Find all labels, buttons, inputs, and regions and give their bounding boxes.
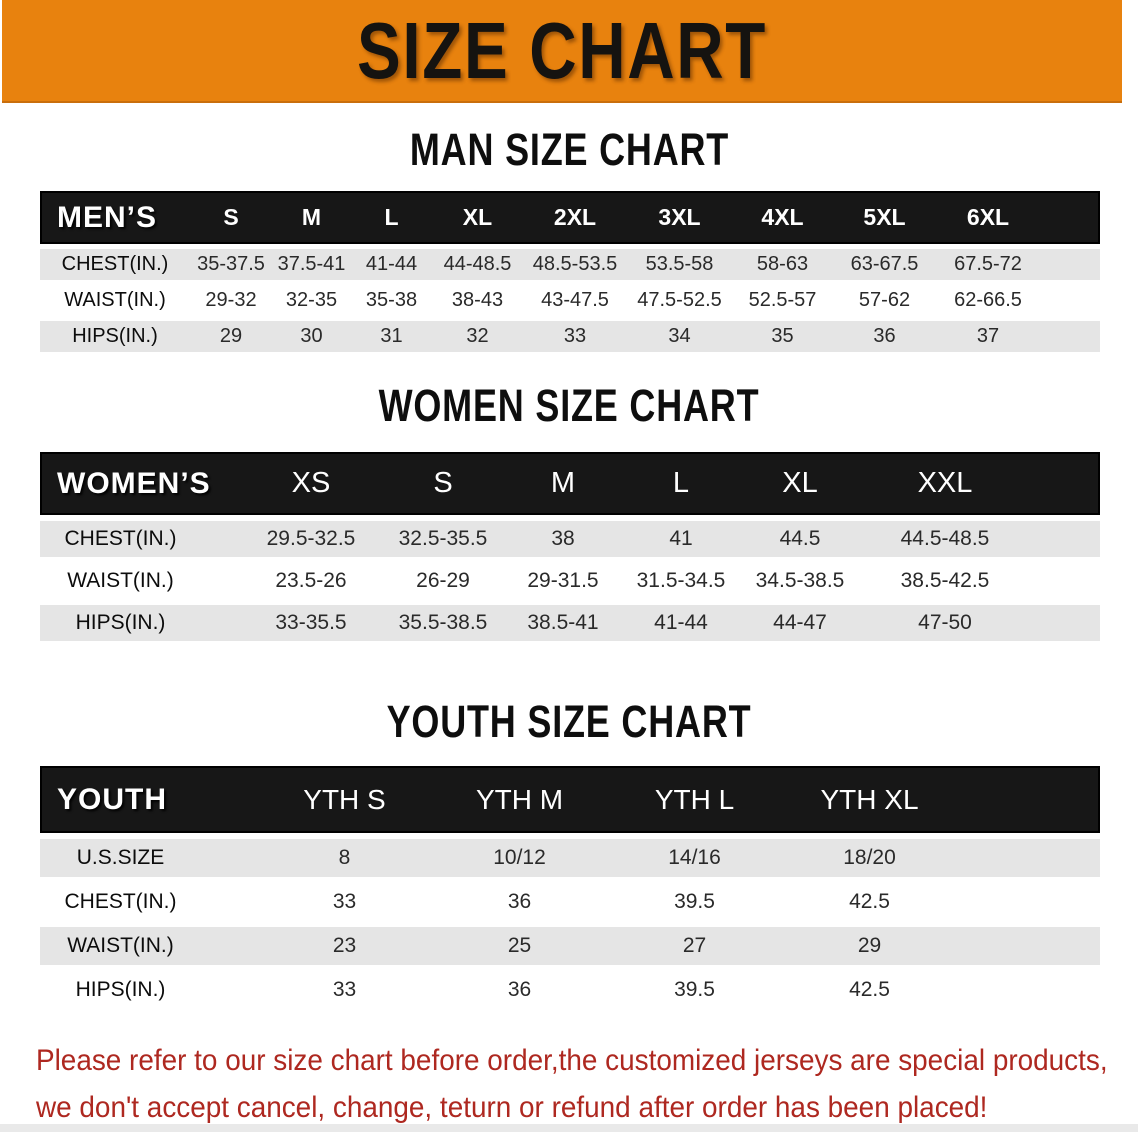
size-header-row (40, 452, 1100, 515)
size-value: 27 (607, 927, 782, 965)
size-column-header: 6XL (936, 191, 1040, 244)
size-value: 33 (332, 890, 357, 913)
row-label: HIPS(IN.) (75, 978, 166, 1001)
size-column-header: XL (432, 191, 523, 244)
row-label: CHEST(IN.) (64, 890, 177, 913)
row-label: WAIST(IN.) (67, 569, 174, 592)
size-column-header: 3XL (627, 191, 732, 244)
size-value: 48.5-53.5 (523, 249, 627, 280)
size-value: 67.5-72 (936, 249, 1040, 280)
size-value: 34 (627, 321, 732, 352)
size-value: 23 (257, 927, 432, 965)
youth-size-table (40, 760, 1100, 1015)
size-value: 35 (732, 321, 833, 352)
banner-title: SIZE CHART (357, 5, 767, 95)
size-value: 35-37.5 (190, 249, 272, 280)
disclaimer-line-1: Please refer to our size chart before order,the customized jerseys are special products, (36, 1044, 1108, 1077)
size-column-header: L (622, 452, 740, 515)
size-value: 18/20 (782, 839, 957, 877)
banner (2, 0, 1122, 103)
size-value: 42.5 (849, 890, 890, 913)
disclaimer (36, 1037, 1108, 1131)
table-row (40, 971, 1100, 1009)
filler-cell (1030, 563, 1100, 599)
filler-cell (1040, 191, 1100, 244)
size-column-header: S (190, 191, 272, 244)
filler-cell (957, 883, 1100, 921)
size-value: 35-38 (365, 289, 418, 311)
size-column-header: S (382, 452, 504, 515)
row-label: U.S.SIZE (40, 839, 257, 877)
row-label: WAIST(IN.) (40, 927, 257, 965)
size-value: 29-31.5 (527, 569, 599, 592)
size-value: 29-32 (205, 289, 257, 311)
size-value: 32-35 (285, 289, 338, 311)
size-value: 41 (622, 521, 740, 557)
size-column-header: XL (740, 452, 860, 515)
size-value: 62-66.5 (954, 289, 1022, 311)
size-value: 36 (507, 890, 532, 913)
size-value: 29.5-32.5 (240, 521, 382, 557)
filler-cell (1040, 249, 1100, 280)
size-value: 63-67.5 (833, 249, 936, 280)
women-section-heading (0, 378, 1138, 434)
youth-section-heading (0, 694, 1138, 750)
size-value: 35.5-38.5 (382, 605, 504, 641)
size-value: 31 (351, 321, 432, 352)
size-value: 36 (833, 321, 936, 352)
size-value: 31.5-34.5 (636, 569, 726, 592)
men-section-heading (0, 122, 1138, 178)
size-column-header: M (504, 452, 622, 515)
row-label: CHEST(IN.) (40, 249, 190, 280)
size-column-header: YTH XL (782, 766, 957, 833)
table-label: YOUTH (40, 766, 257, 833)
size-column-header: 2XL (523, 191, 627, 244)
size-value: 33-35.5 (240, 605, 382, 641)
table-row (40, 927, 1100, 965)
size-value: 30 (272, 321, 351, 352)
size-value: 53.5-58 (627, 249, 732, 280)
size-value: 39.5 (674, 978, 715, 1001)
youth-section-heading-text: YOUTH SIZE CHART (386, 696, 752, 747)
men-section-heading-text: MAN SIZE CHART (409, 124, 729, 175)
size-value: 38.5-42.5 (900, 569, 990, 592)
size-value: 39.5 (674, 890, 715, 913)
men-size-table (40, 186, 1100, 357)
row-label: WAIST(IN.) (64, 289, 166, 311)
size-value: 52.5-57 (748, 289, 817, 311)
size-value: 42.5 (849, 978, 890, 1001)
size-column-header: XXL (860, 452, 1030, 515)
filler-cell (1030, 452, 1100, 515)
table-label: WOMEN’S (40, 452, 240, 515)
size-column-header: 4XL (732, 191, 833, 244)
size-value: 57-62 (858, 289, 911, 311)
size-column-header: YTH M (432, 766, 607, 833)
table-row (40, 521, 1100, 557)
table-row (40, 249, 1100, 280)
table-row (40, 563, 1100, 599)
filler-cell (957, 927, 1100, 965)
size-value: 23.5-26 (275, 569, 347, 592)
size-value: 26-29 (416, 569, 470, 592)
size-value: 10/12 (432, 839, 607, 877)
size-value: 37.5-41 (272, 249, 351, 280)
bottom-edge-strip (0, 1124, 1138, 1132)
filler-cell (957, 971, 1100, 1009)
size-value: 36 (507, 978, 532, 1001)
disclaimer-line-2: we don't accept cancel, change, teturn or refund after order has been placed! (36, 1091, 988, 1124)
size-value: 14/16 (607, 839, 782, 877)
size-column-header: L (351, 191, 432, 244)
size-value: 47.5-52.5 (637, 289, 722, 311)
filler-cell (1030, 605, 1100, 641)
size-value: 38.5-41 (504, 605, 622, 641)
size-value: 25 (432, 927, 607, 965)
size-column-header: 5XL (833, 191, 936, 244)
size-value: 37 (936, 321, 1040, 352)
size-column-header: YTH S (257, 766, 432, 833)
size-value: 8 (257, 839, 432, 877)
filler-cell (1040, 321, 1100, 352)
row-label: CHEST(IN.) (40, 521, 240, 557)
size-value: 58-63 (732, 249, 833, 280)
size-column-header: XS (240, 452, 382, 515)
filler-cell (1040, 285, 1100, 316)
size-value: 33 (523, 321, 627, 352)
size-value: 33 (332, 978, 357, 1001)
size-column-header: M (272, 191, 351, 244)
size-value: 43-47.5 (541, 289, 609, 311)
size-header-row (40, 766, 1100, 833)
size-value: 44-47 (740, 605, 860, 641)
size-value: 29 (782, 927, 957, 965)
table-row (40, 285, 1100, 316)
filler-cell (1030, 521, 1100, 557)
size-value: 41-44 (622, 605, 740, 641)
size-column-header: YTH L (607, 766, 782, 833)
size-value: 44-48.5 (432, 249, 523, 280)
size-value: 34.5-38.5 (755, 569, 845, 592)
table-row (40, 321, 1100, 352)
table-row (40, 839, 1100, 877)
size-value: 41-44 (351, 249, 432, 280)
row-label: HIPS(IN.) (40, 605, 240, 641)
size-header-row (40, 191, 1100, 244)
size-value: 47-50 (860, 605, 1030, 641)
size-value: 38 (504, 521, 622, 557)
women-section-heading-text: WOMEN SIZE CHART (378, 380, 760, 431)
size-value: 44.5-48.5 (860, 521, 1030, 557)
size-value: 32.5-35.5 (382, 521, 504, 557)
size-value: 29 (190, 321, 272, 352)
women-size-table (40, 446, 1100, 647)
table-row (40, 605, 1100, 641)
row-label: HIPS(IN.) (40, 321, 190, 352)
size-value: 38-43 (451, 289, 504, 311)
table-row (40, 883, 1100, 921)
table-label: MEN’S (40, 191, 190, 244)
size-value: 32 (432, 321, 523, 352)
filler-cell (957, 839, 1100, 877)
size-value: 44.5 (740, 521, 860, 557)
filler-cell (957, 766, 1100, 833)
